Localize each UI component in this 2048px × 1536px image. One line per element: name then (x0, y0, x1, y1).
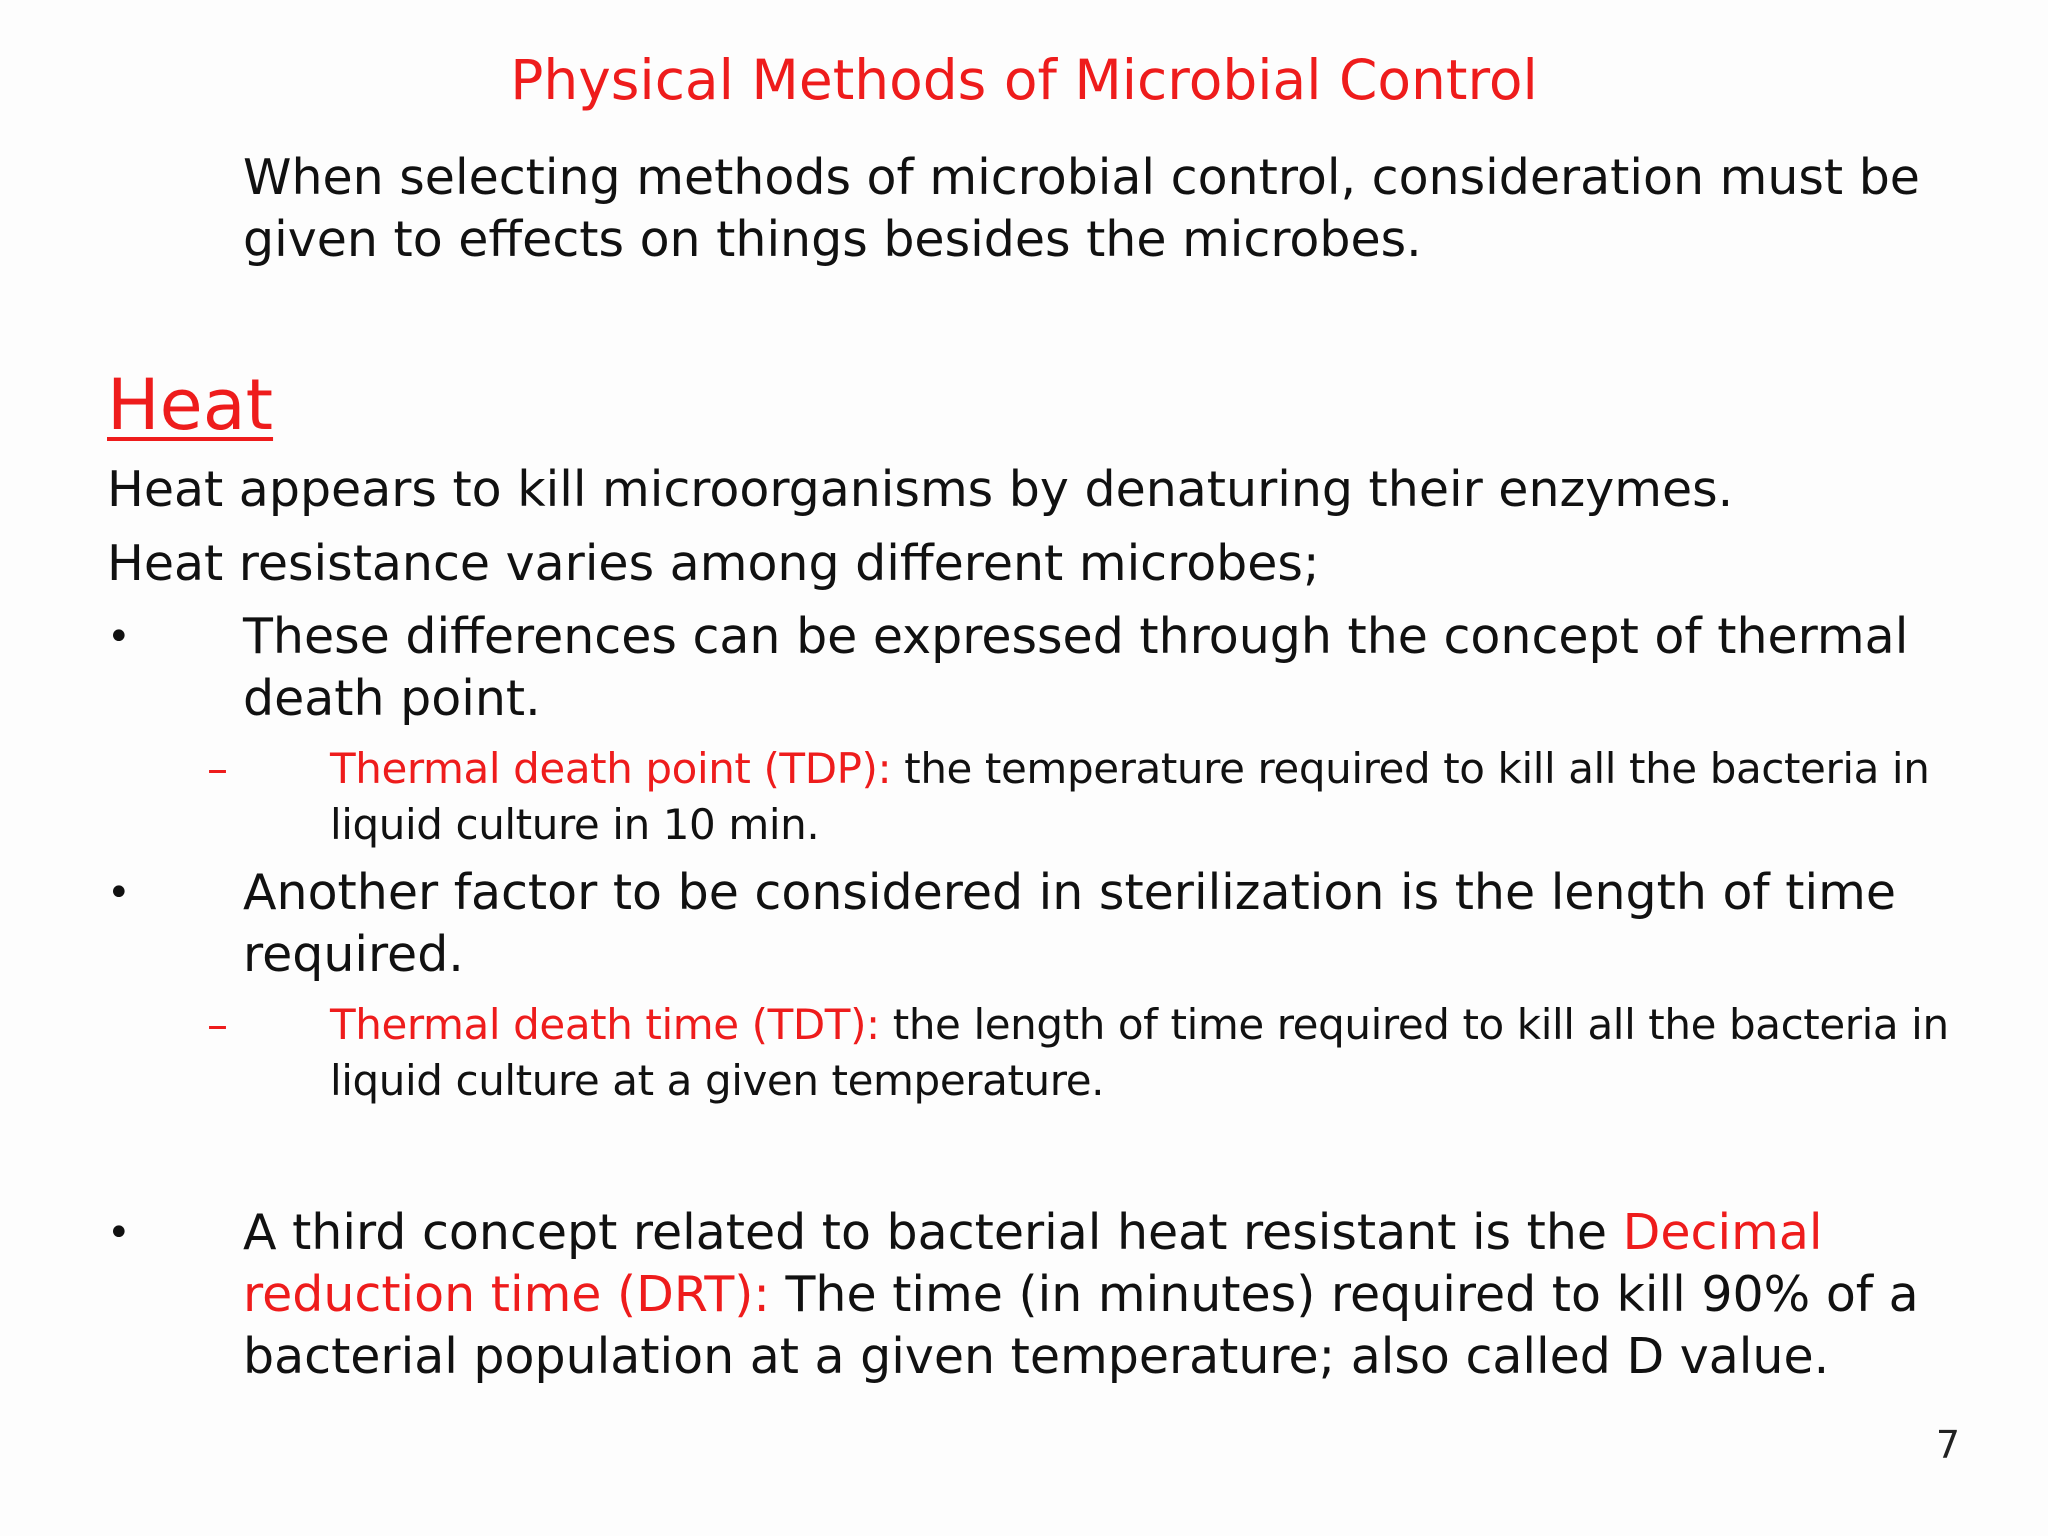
heat-statement-2: Heat resistance varies among different microbes; (107, 535, 1320, 592)
bullet-marker: • (107, 870, 131, 916)
sub-bullet-marker: – (207, 1000, 228, 1049)
section-heading-heat: Heat (107, 364, 274, 446)
sub-bullet-marker: – (207, 744, 228, 793)
heat-statement-1: Heat appears to kill microorganisms by denaturing their enzymes. (107, 461, 1734, 518)
slide-title: Physical Methods of Microbial Control (510, 48, 1538, 112)
term-tdp: Thermal death point (TDP): (330, 744, 892, 793)
bullet-length-of-time: Another factor to be considered in sterilization is the length of time required. (243, 864, 1896, 983)
tdt-definition-text: the length of time required to kill all the bacteria in liquid culture at a given temperature. (330, 1000, 1949, 1105)
term-tdt: Thermal death time (TDT): (330, 1000, 880, 1049)
intro-paragraph: When selecting methods of microbial control, consideration must be given to effects on things besides the microbes. (243, 149, 1920, 268)
sub-bullet-tdt-definition (330, 997, 2020, 1109)
term-drt: Decimal reduction time (DRT): (243, 1204, 1823, 1323)
bullet-marker: • (107, 1210, 131, 1256)
bullet-marker: • (107, 614, 131, 660)
bullet-decimal-reduction-time (243, 1202, 1983, 1388)
bullet-thermal-death-point: These differences can be expressed through the concept of thermal death point. (243, 608, 1909, 727)
sub-bullet-tdp-definition (330, 741, 2020, 853)
page-number: 7 (1935, 1423, 1960, 1467)
drt-definition-text: The time (in minutes) required to kill 90% of a bacterial population at a given temperature; also called D value. (243, 1266, 1919, 1385)
drt-intro-text: A third concept related to bacterial heat resistant is the (243, 1204, 1623, 1261)
tdp-definition-text: the temperature required to kill all the bacteria in liquid culture in 10 min. (330, 744, 1930, 849)
